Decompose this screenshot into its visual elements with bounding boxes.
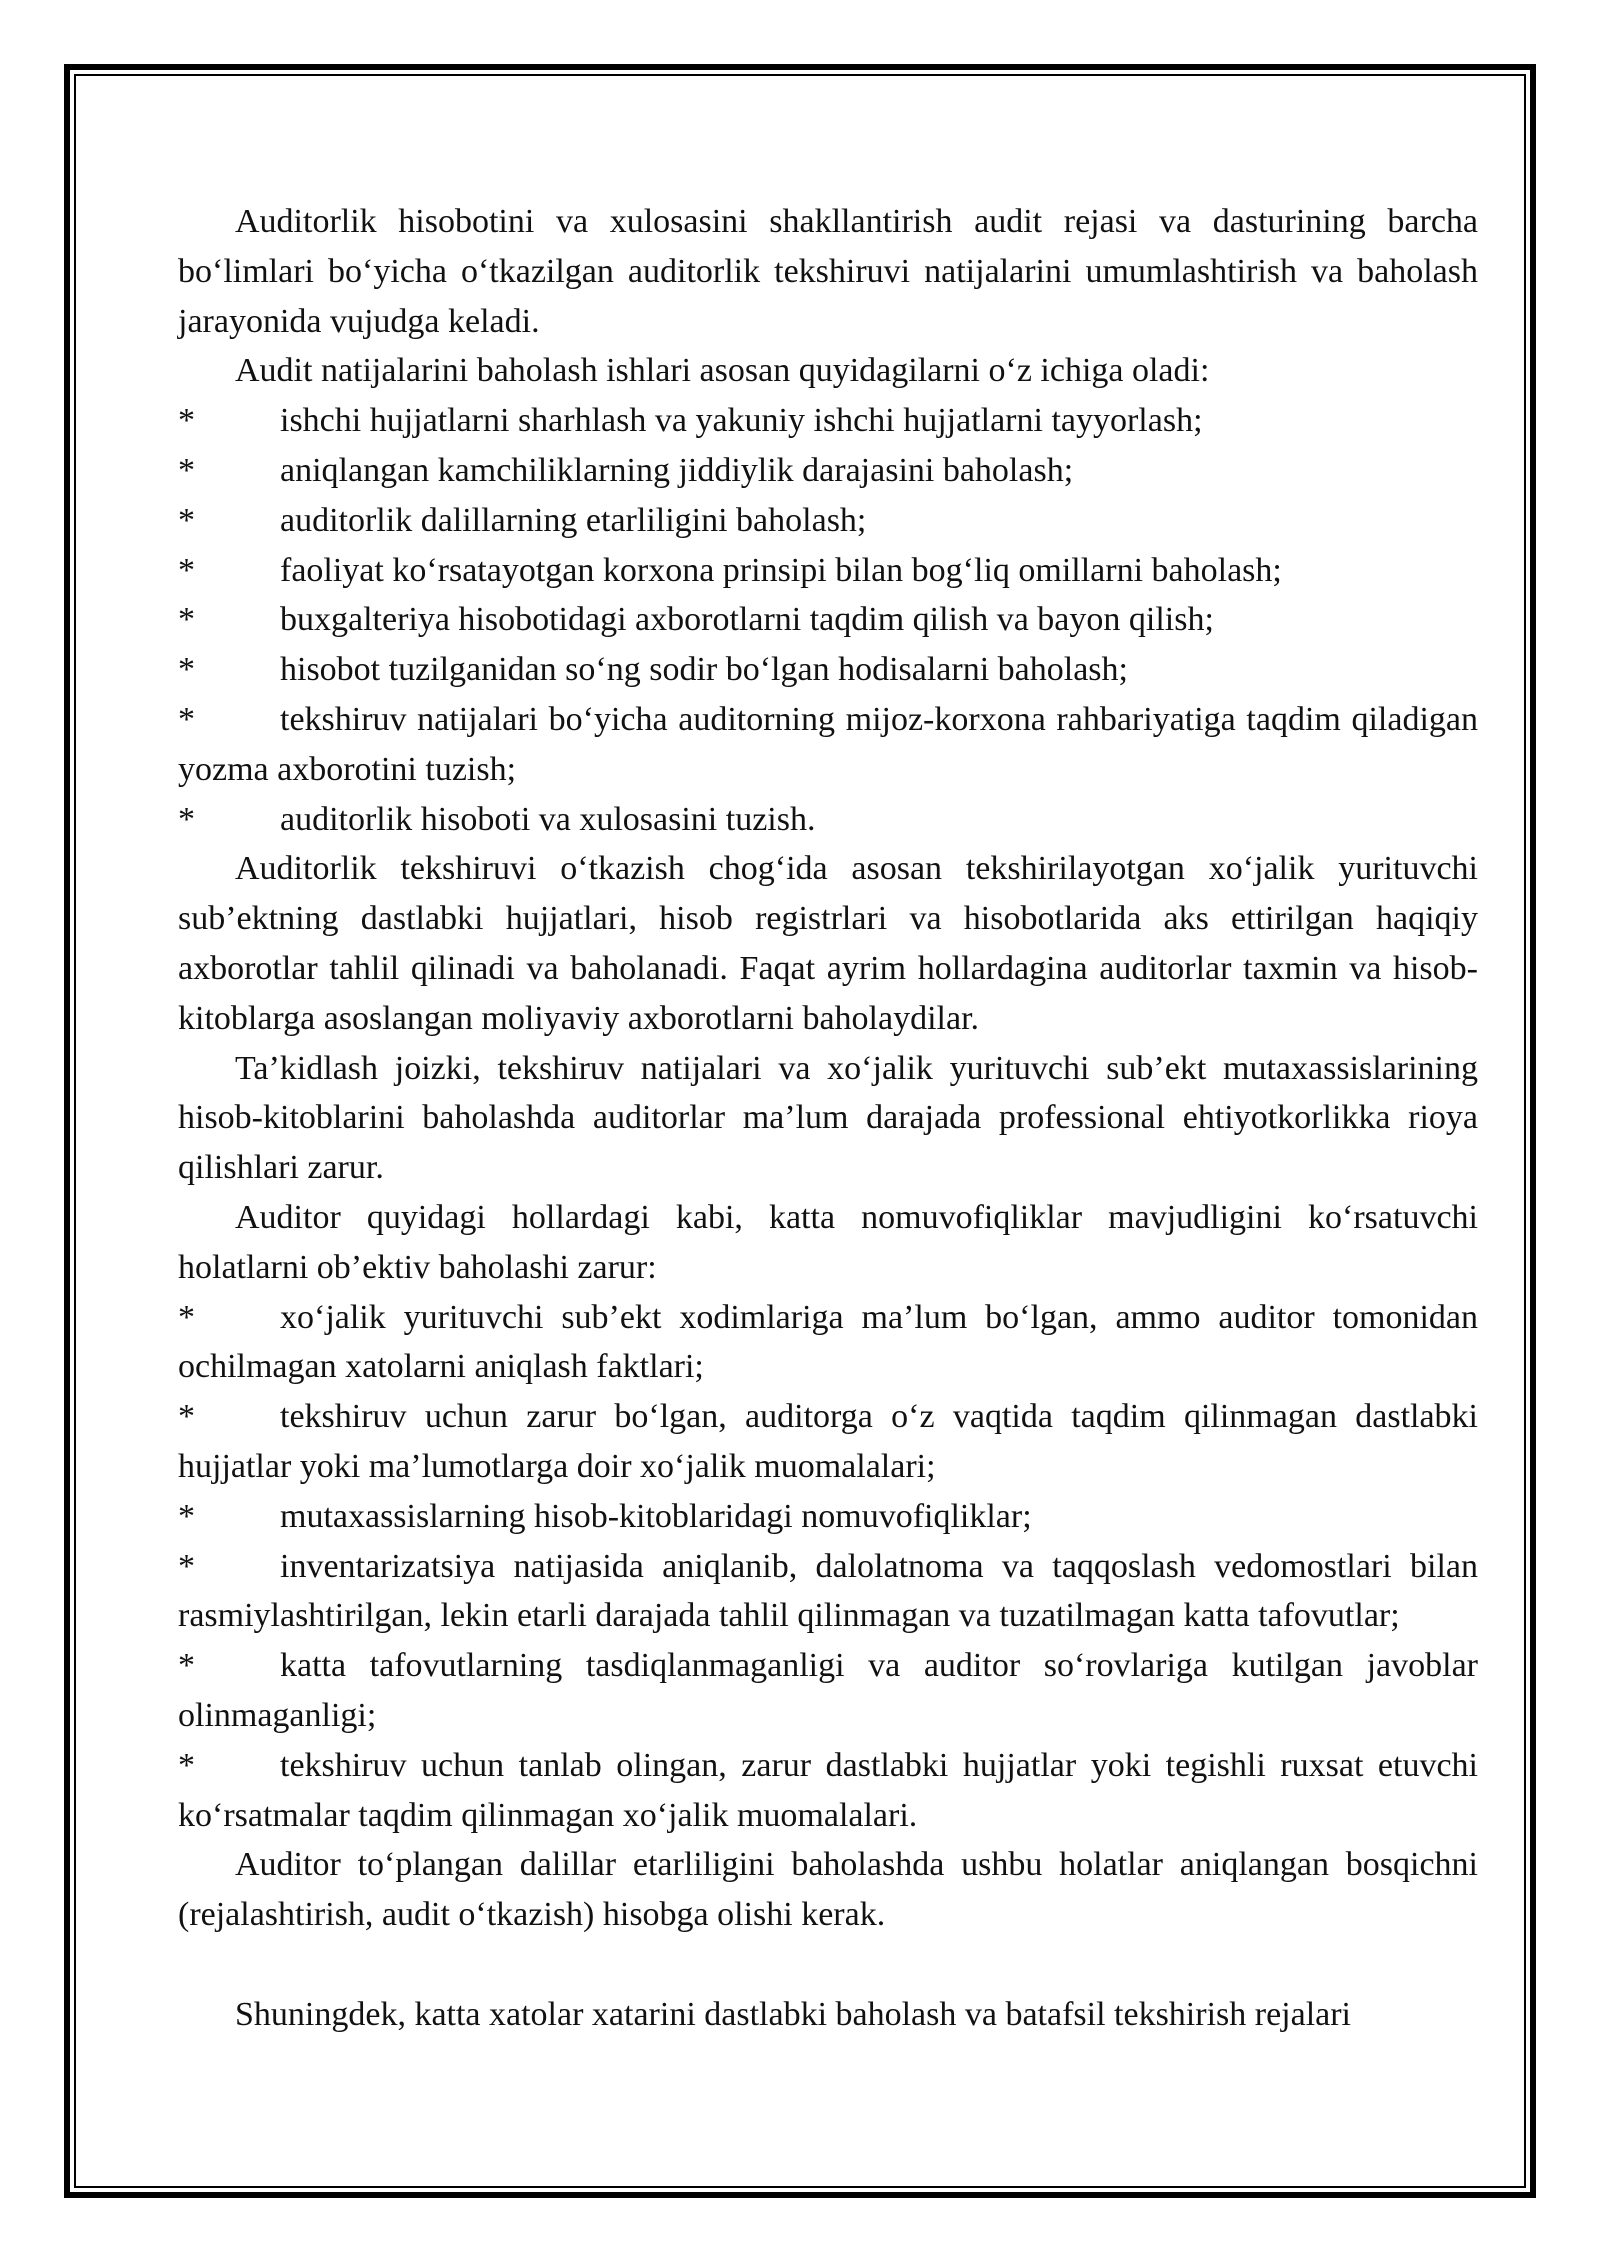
bullet-item xyxy=(178,695,1478,795)
body-paragraph: Shuningdek, katta xatolar xatarini dastlabki baholash va batafsil tekshirish rejalari xyxy=(235,1995,1352,2033)
bullet-asterisk: * xyxy=(178,601,195,639)
bullet-item xyxy=(178,1392,1478,1492)
bullet-asterisk: * xyxy=(178,1647,195,1685)
body-paragraph: Auditor quyidagi hollardagi kabi, katta nomuvofiqliklar mavjudligini ko‘rsatuvchi holatlarni ob’ektiv baholashi zarur: xyxy=(178,1198,1478,1286)
bullet-text: xo‘jalik yurituvchi sub’ekt xodimlariga ma’lum bo‘lgan, ammo auditor tomonidan ochilmagan xatolarni aniqlash faktlari; xyxy=(178,1298,1478,1386)
bullet-item xyxy=(178,396,1478,446)
bullet-item xyxy=(178,1542,1478,1642)
bullet-text: tekshiruv uchun tanlab olingan, zarur dastlabki hujjatlar yoki tegishli ruxsat etuvchi ko‘rsatmalar taqdim qilinmagan xo‘jalik muomalalari. xyxy=(178,1746,1478,1834)
bullet-item xyxy=(178,1741,1478,1841)
bullet-item xyxy=(178,496,1478,546)
bullet-text: mutaxassislarning hisob-kitoblaridagi nomuvofiqliklar; xyxy=(280,1497,1032,1535)
body-paragraph: Auditorlik tekshiruvi o‘tkazish chog‘ida asosan tekshirilayotgan xo‘jalik yurituvchi sub’ektning dastlabki hujjatlari, hisob registrlari va hisobotlarida aks ettirilgan haqiqiy axborotlar tahlil qilinadi va baholanadi. Faqat ayrim hollardagina auditorlar taxmin va hisob-kitoblarga asoslangan moliyaviy axborotlarni baholaydilar. xyxy=(178,850,1478,1037)
bullet-item xyxy=(178,645,1478,695)
bullet-asterisk: * xyxy=(178,1398,195,1436)
bullet-text: inventarizatsiya natijasida aniqlanib, dalolatnoma va taqqoslash vedomostlari bilan rasmiylashtirilgan, lekin etarli darajada tahlil qilinmagan va tuzatilmagan katta tafovutlar; xyxy=(178,1547,1478,1635)
bullet-item xyxy=(178,1293,1478,1393)
bullet-text: tekshiruv natijalari bo‘yicha auditorning mijoz-korxona rahbariyatiga taqdim qiladigan yozma axborotini tuzish; xyxy=(178,700,1478,788)
bullet-text: ishchi hujjatlarni sharhlash va yakuniy ishchi hujjatlarni tayyorlash; xyxy=(280,402,1203,440)
bullet-asterisk: * xyxy=(178,551,195,589)
bullet-asterisk: * xyxy=(178,1547,195,1585)
bullet-asterisk: * xyxy=(178,402,195,440)
bullet-asterisk: * xyxy=(178,1298,195,1336)
bullet-text: aniqlangan kamchiliklarning jiddiylik darajasini baholash; xyxy=(280,451,1074,489)
paragraph-spacer xyxy=(178,1940,1478,1990)
bullet-item xyxy=(178,446,1478,496)
bullet-asterisk: * xyxy=(178,501,195,539)
bullet-text: hisobot tuzilganidan so‘ng sodir bo‘lgan hodisalarni baholash; xyxy=(280,651,1128,689)
bullet-asterisk: * xyxy=(178,451,195,489)
bullet-text: auditorlik dalillarning etarliligini baholash; xyxy=(280,501,867,539)
bullet-text: katta tafovutlarning tasdiqlanmaganligi va auditor so‘rovlariga kutilgan javoblar olinmaganligi; xyxy=(178,1647,1478,1734)
bullet-text: tekshiruv uchun zarur bo‘lgan, auditorga o‘z vaqtida taqdim qilinmagan dastlabki hujjatlar yoki ma’lumotlarga doir xo‘jalik muomalalari; xyxy=(178,1398,1478,1485)
bullet-asterisk: * xyxy=(178,1497,195,1535)
bullet-item xyxy=(178,1641,1478,1741)
bullet-asterisk: * xyxy=(178,800,195,838)
bullet-item xyxy=(178,1492,1478,1542)
body-paragraph: Ta’kidlash joizki, tekshiruv natijalari va xo‘jalik yurituvchi sub’ekt mutaxassislarining hisob-kitoblarini baholashda auditorlar ma’lum darajada professional ehtiyotkorlikka rioya qilishlari zarur. xyxy=(178,1049,1478,1187)
body-paragraph: Auditor to‘plangan dalillar etarliligini baholashda ushbu holatlar aniqlangan bosqichni (rejalashtirish, audit o‘tkazish) hisobga olishi kerak. xyxy=(178,1846,1478,1934)
bullet-item xyxy=(178,595,1478,645)
document-body xyxy=(178,197,1478,2040)
bullet-asterisk: * xyxy=(178,700,195,738)
bullet-text: faoliyat ko‘rsatayotgan korxona prinsipi bilan bog‘liq omillarni baholash; xyxy=(280,551,1282,589)
bullet-text: auditorlik hisoboti va xulosasini tuzish. xyxy=(280,800,816,838)
bullet-text: buxgalteriya hisobotidagi axborotlarni taqdim qilish va bayon qilish; xyxy=(280,601,1214,639)
bullet-asterisk: * xyxy=(178,1746,195,1784)
bullet-item xyxy=(178,546,1478,596)
bullet-item xyxy=(178,795,1478,845)
body-paragraph: Auditorlik hisobotini va xulosasini shakllantirish audit rejasi va dasturining barcha bo‘limlari bo‘yicha o‘tkazilgan auditorlik tekshiruvi natijalarini umumlashtirish va baholash jarayonida vujudga keladi. xyxy=(178,203,1478,340)
body-paragraph: Audit natijalarini baholash ishlari asosan quyidagilarni o‘z ichiga oladi: xyxy=(235,352,1210,390)
bullet-asterisk: * xyxy=(178,651,195,689)
